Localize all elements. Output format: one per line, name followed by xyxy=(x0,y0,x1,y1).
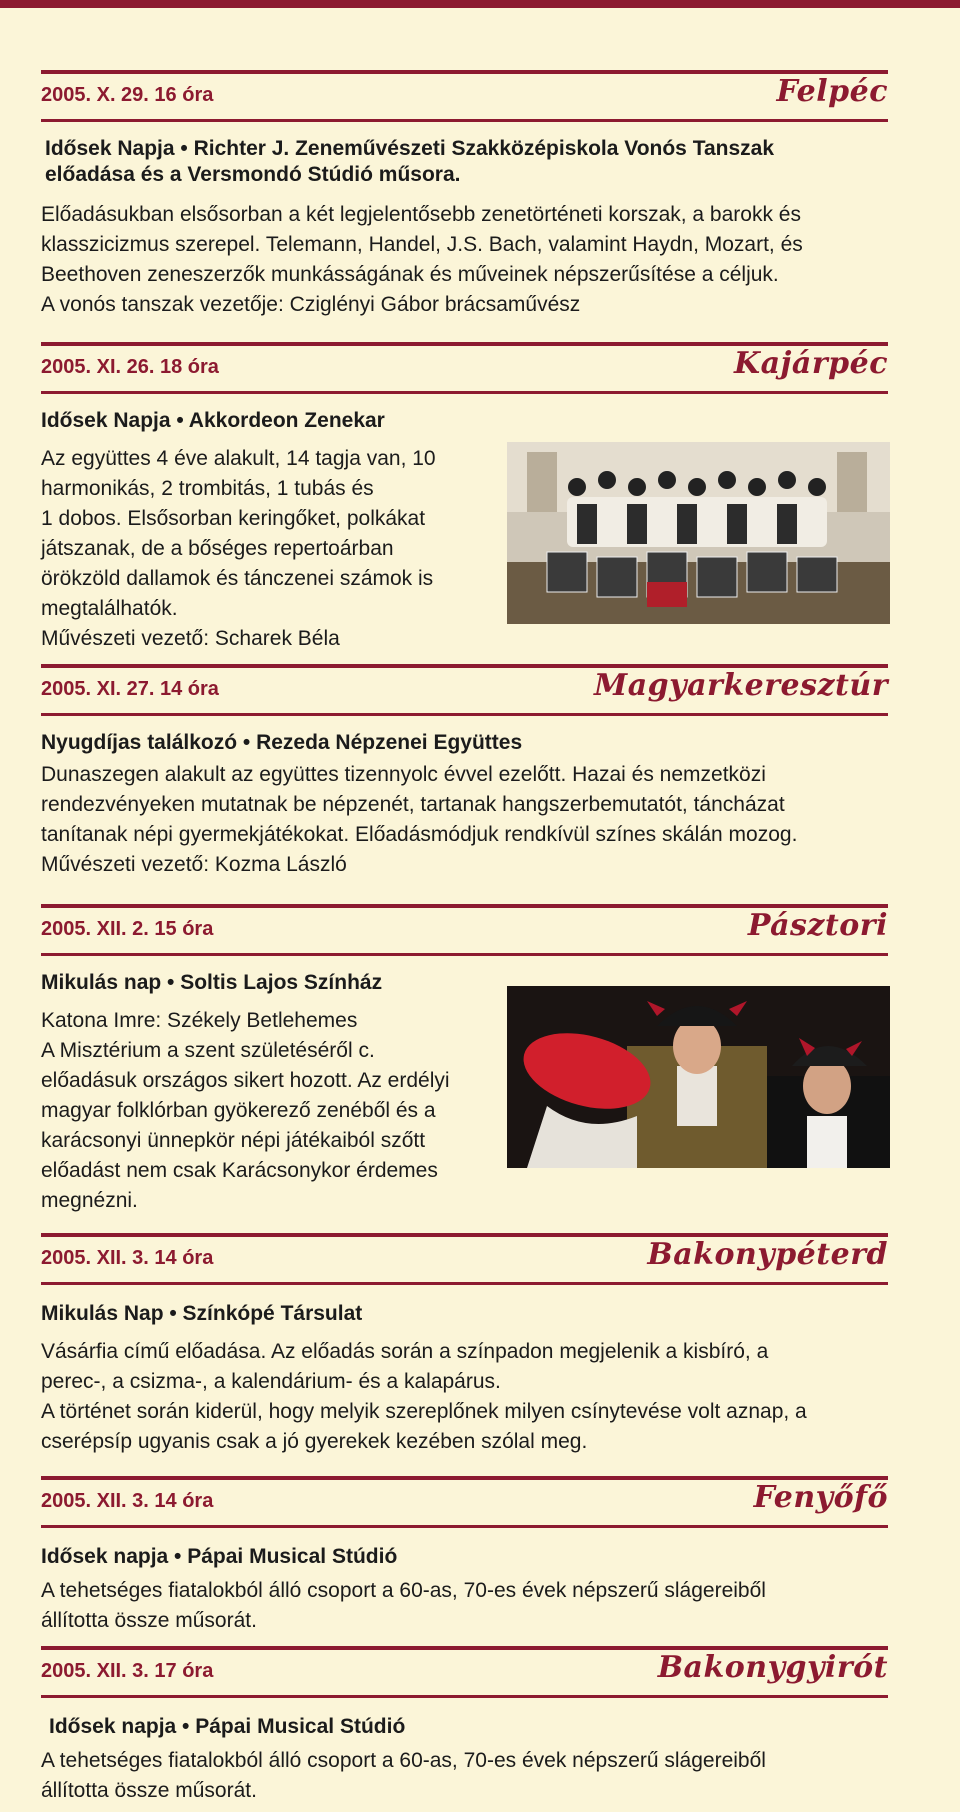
description-line: tanítanak népi gyermekjátékokat. Előadásmódjuk rendkívül színes skálán mozog. xyxy=(41,823,798,846)
description-line: Vásárfia című előadása. Az előadás során a színpadon megjelenik a kisbíró, a xyxy=(41,1340,769,1363)
description-line: 1 dobos. Elsősorban keringőket, polkákat xyxy=(41,507,426,530)
event-place: Bakonygyirót xyxy=(657,1650,888,1685)
header-rule-bottom xyxy=(41,953,888,956)
header-rule-bottom xyxy=(41,391,888,394)
event-subtitle: Mikulás nap • Soltis Lajos Színház xyxy=(41,971,383,994)
description-line: előadásuk országos sikert hozott. Az erdélyi xyxy=(41,1069,450,1092)
description-line: Az együttes 4 éve alakult, 14 tagja van, 10 xyxy=(41,447,436,470)
event-felpec xyxy=(41,70,888,320)
event-magyarkeresztur xyxy=(41,664,888,880)
event-description xyxy=(41,1006,450,1216)
event-date: 2005. XII. 3. 14 óra xyxy=(41,1247,214,1269)
event-place: Magyarkeresztúr xyxy=(594,668,888,703)
event-header xyxy=(41,1233,888,1285)
accordion-band-photo xyxy=(507,442,890,624)
header-rule-top xyxy=(41,70,888,74)
event-description xyxy=(41,760,888,880)
description-line: előadást nem csak Karácsonykor érdemes xyxy=(41,1159,438,1182)
description-line: Beethoven zeneszerzők munkásságának és műveinek népszerűsítése a céljuk. xyxy=(41,263,779,286)
event-place: Pásztori xyxy=(747,908,888,943)
subtitle-line: Idősek Napja • Richter J. Zeneművészeti Szakközépiskola Vonós Tanszak xyxy=(45,137,775,160)
event-description xyxy=(41,1576,888,1636)
event-subtitle: Idősek napja • Pápai Musical Stúdió xyxy=(41,1545,398,1568)
event-date: 2005. XII. 3. 17 óra xyxy=(41,1660,214,1682)
event-pasztori xyxy=(41,904,888,1216)
event-place: Bakonypéterd xyxy=(647,1237,888,1272)
description-line: állította össze műsorát. xyxy=(41,1779,257,1802)
event-subtitle: Mikulás Nap • Színkópé Társulat xyxy=(41,1302,363,1325)
event-place: Kajárpéc xyxy=(734,346,888,381)
description-line: A tehetséges fiatalokból álló csoport a 60-as, 70-es évek népszerű slágereiből xyxy=(41,1749,766,1772)
header-rule-bottom xyxy=(41,1525,888,1528)
event-subtitle: Idősek Napja • Akkordeon Zenekar xyxy=(41,409,385,432)
description-line: örökzöld dallamok és tánczenei számok is xyxy=(41,567,434,590)
event-description xyxy=(41,444,436,654)
description-line: megnézni. xyxy=(41,1189,138,1212)
event-subtitle: Idősek napja • Pápai Musical Stúdió xyxy=(49,1715,406,1738)
event-header xyxy=(41,342,888,394)
description-line: perec-, a csizma-, a kalendárium- és a kalapárus. xyxy=(41,1370,501,1393)
theater-actors-photo xyxy=(507,986,890,1168)
event-place: Fenyőfő xyxy=(753,1480,888,1515)
description-line: Előadásukban elsősorban a két legjelentősebb zenetörténeti korszak, a barokk és xyxy=(41,203,801,226)
header-rule-bottom xyxy=(41,713,888,716)
description-line: A Misztérium a szent születéséről c. xyxy=(41,1039,375,1062)
event-header xyxy=(41,904,888,956)
event-bakonygyirot xyxy=(41,1646,888,1806)
header-rule-bottom xyxy=(41,1282,888,1285)
description-line: rendezvényeken mutatnak be népzenét, tartanak hangszerbemutatót, táncházat xyxy=(41,793,785,816)
description-line: megtalálhatók. xyxy=(41,597,178,620)
event-description xyxy=(41,1337,888,1457)
description-line: cserépsíp ugyanis csak a jó gyerekek kezében szólal meg. xyxy=(41,1430,588,1453)
description-line: Művészeti vezető: Scharek Béla xyxy=(41,627,340,650)
event-subtitle: Nyugdíjas találkozó • Rezeda Népzenei Együttes xyxy=(41,731,523,754)
event-subtitle xyxy=(45,136,888,188)
event-date: 2005. XII. 3. 14 óra xyxy=(41,1490,214,1512)
event-header xyxy=(41,70,888,122)
event-date: 2005. XII. 2. 15 óra xyxy=(41,918,214,940)
description-line: A vonós tanszak vezetője: Cziglényi Gábor brácsaművész xyxy=(41,293,581,316)
description-line: karácsonyi ünnepkör népi játékaiból szőtt xyxy=(41,1129,426,1152)
top-border xyxy=(0,0,960,8)
event-header xyxy=(41,1476,888,1528)
event-description xyxy=(41,1746,888,1806)
event-fenyofo xyxy=(41,1476,888,1636)
event-date: 2005. XI. 27. 14 óra xyxy=(41,678,219,700)
event-place: Felpéc xyxy=(776,74,888,109)
description-line: játszanak, de a bőséges repertoárban xyxy=(41,537,394,560)
event-kajarpec xyxy=(41,342,888,654)
event-header xyxy=(41,1646,888,1698)
event-date: 2005. X. 29. 16 óra xyxy=(41,84,214,106)
event-bakonypeterd xyxy=(41,1233,888,1457)
event-header xyxy=(41,664,888,716)
description-line: A tehetséges fiatalokból álló csoport a 60-as, 70-es évek népszerű slágereiből xyxy=(41,1579,766,1602)
description-line: klasszicizmus szerepel. Telemann, Handel, J.S. Bach, valamint Haydn, Mozart, és xyxy=(41,233,803,256)
description-line: Dunaszegen alakult az együttes tizennyolc évvel ezelőtt. Hazai és nemzetközi xyxy=(41,763,766,786)
event-date: 2005. XI. 26. 18 óra xyxy=(41,356,219,378)
description-line: Művészeti vezető: Kozma László xyxy=(41,853,347,876)
description-line: Katona Imre: Székely Betlehemes xyxy=(41,1009,358,1032)
description-line: A történet során kiderül, hogy melyik szereplőnek milyen csínytevése volt aznap, a xyxy=(41,1400,807,1423)
description-line: harmonikás, 2 trombitás, 1 tubás és xyxy=(41,477,374,500)
header-rule-bottom xyxy=(41,119,888,122)
description-line: magyar folklórban gyökerező zenéből és a xyxy=(41,1099,436,1122)
event-description xyxy=(41,200,888,320)
header-rule-bottom xyxy=(41,1695,888,1698)
subtitle-line: előadása és a Versmondó Stúdió műsora. xyxy=(45,163,461,186)
description-line: állította össze műsorát. xyxy=(41,1609,257,1632)
